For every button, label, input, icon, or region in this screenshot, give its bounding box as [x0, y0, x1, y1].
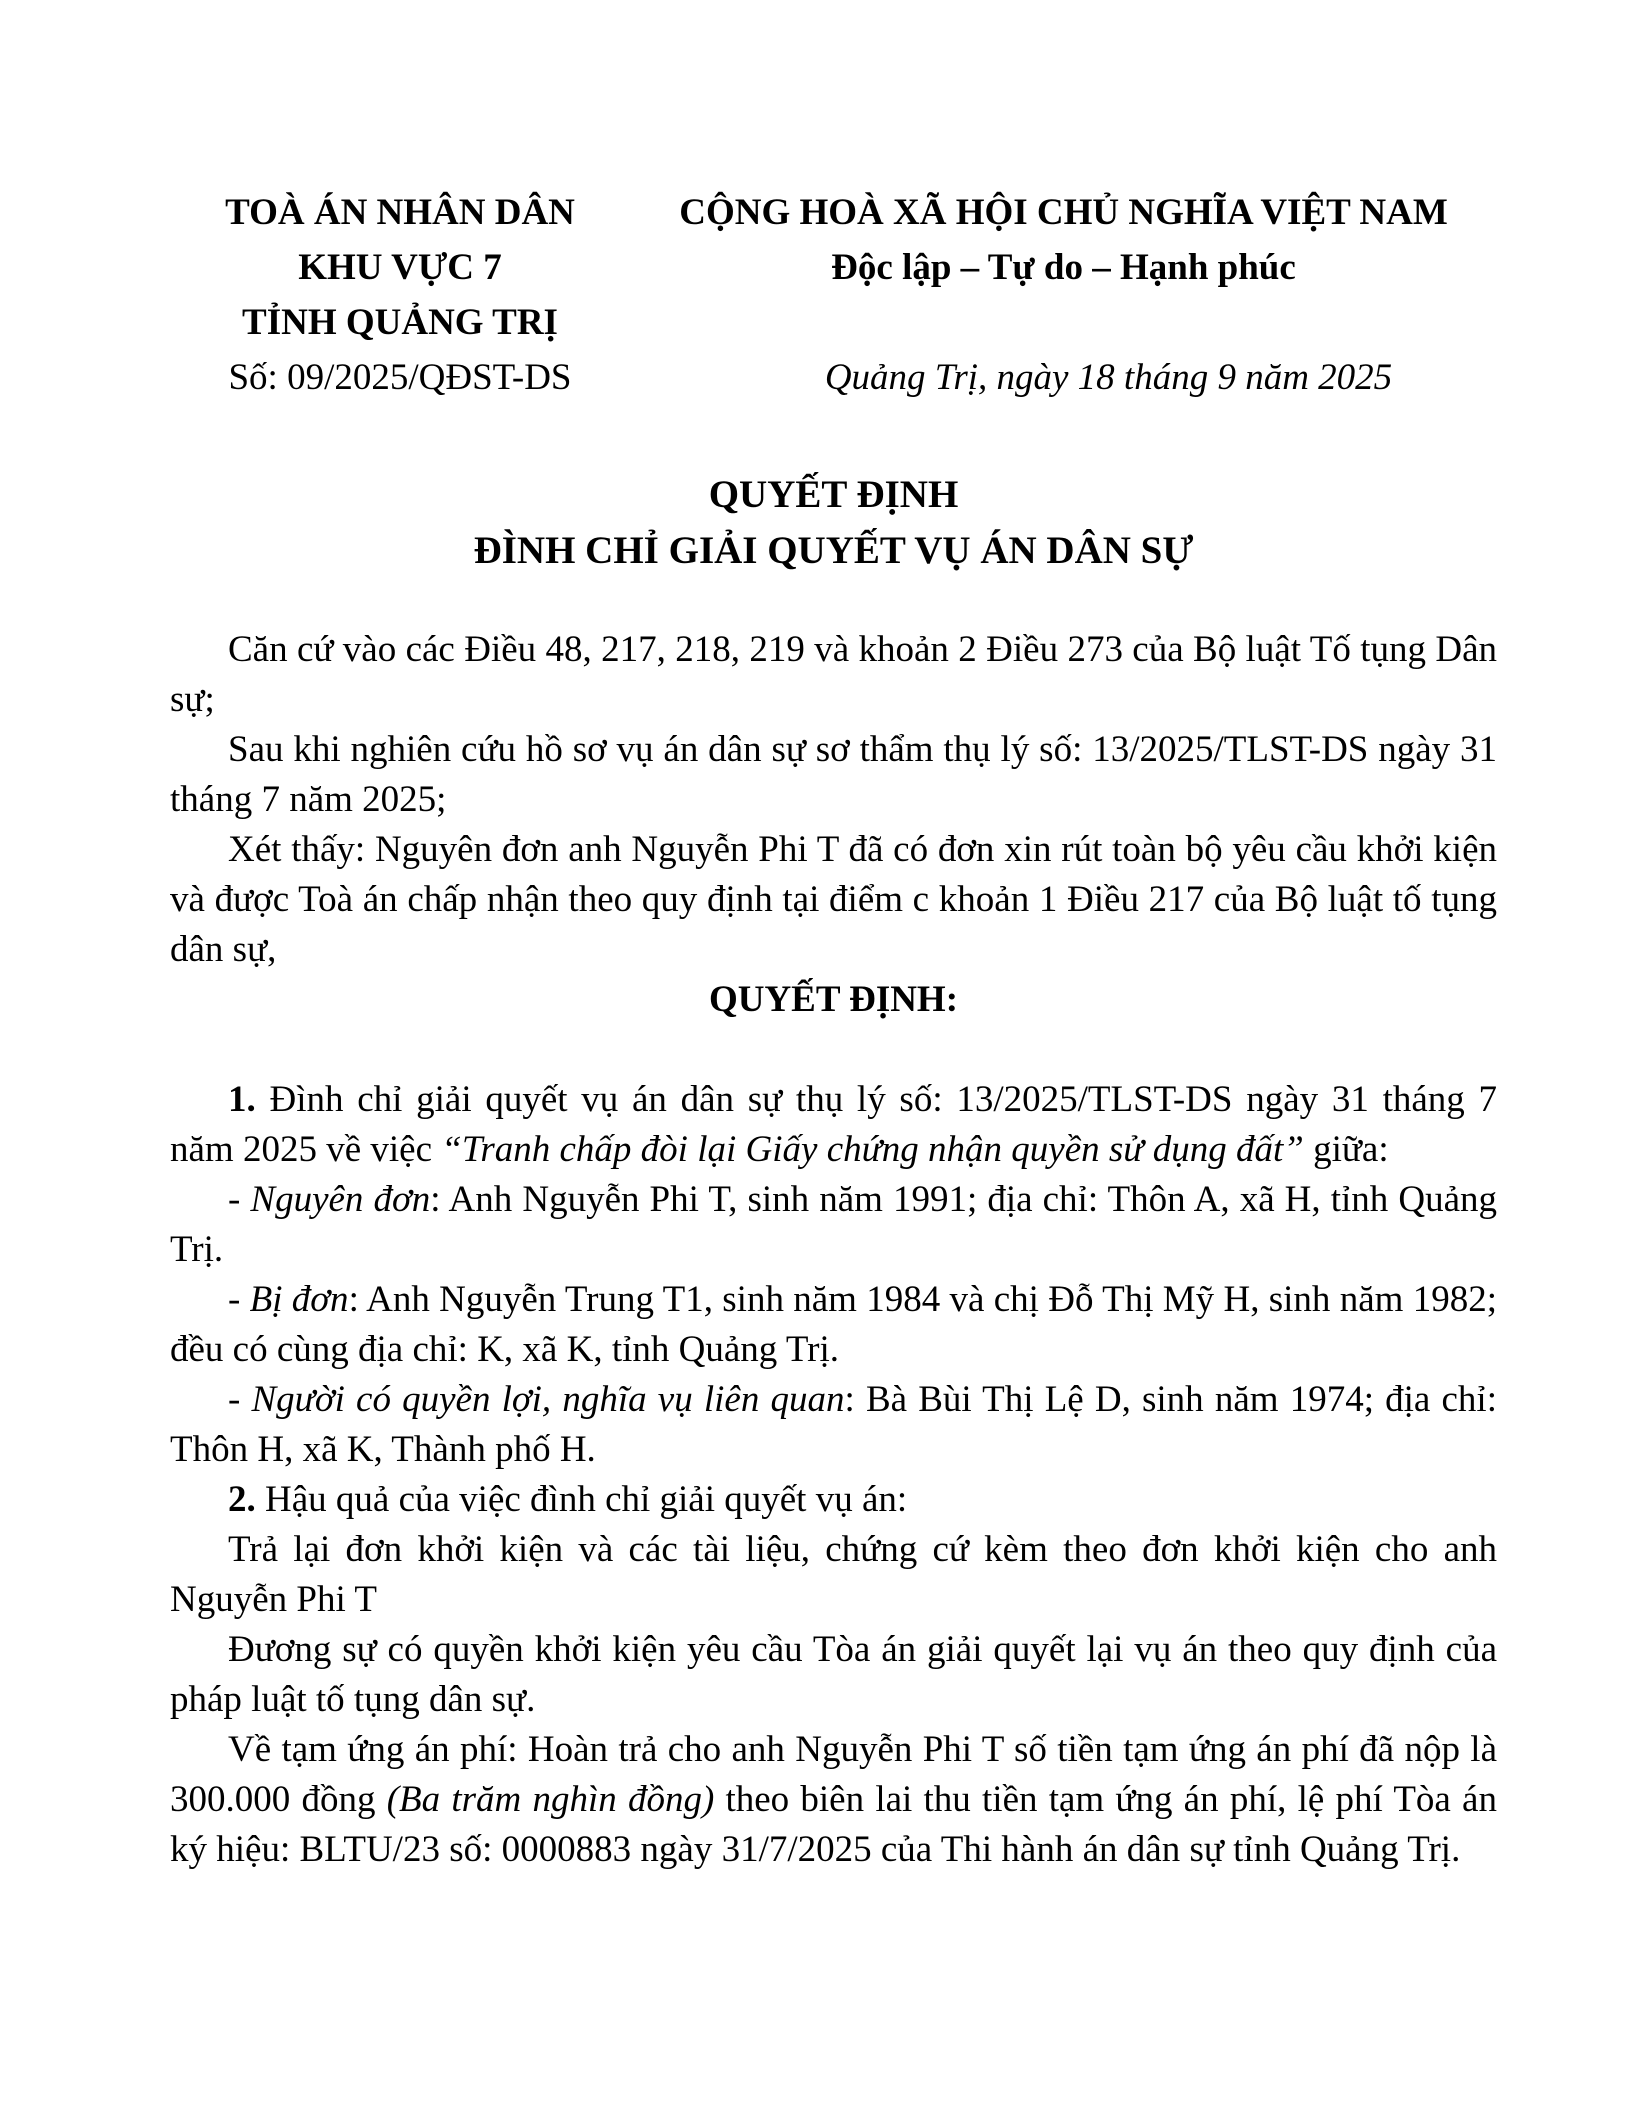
paragraph-plaintiff: [170, 1175, 1497, 1275]
text-segment: : Anh Nguyễn Phi T, sinh năm 1991; địa chỉ: Thôn A, xã H, tỉnh Quảng Trị.: [170, 1179, 1497, 1270]
paragraph-item-1: [170, 1075, 1497, 1175]
text-segment: Đương sự có quyền khởi kiện yêu cầu Tòa án giải quyết lại vụ án theo quy định của pháp luật tố tụng dân sự.: [170, 1629, 1497, 1720]
decision-heading: [170, 975, 1497, 1025]
text-segment: theo biên lai thu tiền tạm ứng án phí, lệ phí Tòa án ký hiệu: BLTU/23 số: 0000883 ngày 31/7/2025 của Thi hành án dân sự tỉnh Quảng Trị.: [170, 1779, 1497, 1870]
text-segment: -: [228, 1279, 250, 1320]
text-segment: -: [228, 1179, 251, 1220]
text-segment: 2.: [228, 1479, 256, 1520]
document-number: Số: 09/2025/QĐST-DS: [228, 357, 572, 398]
text-segment: giữa:: [1303, 1129, 1389, 1170]
paragraph-defendant: [170, 1275, 1497, 1375]
document-title: [170, 467, 1497, 579]
text-segment: Trả lại đơn khởi kiện và các tài liệu, chứng cứ kèm theo đơn khởi kiện cho anh Nguyễn Phi T: [170, 1529, 1497, 1620]
republic-title-line: CỘNG HOÀ XÃ HỘI CHỦ NGHĨA VIỆT NAM: [679, 192, 1448, 233]
paragraph-case-review: [170, 725, 1497, 825]
document-header: [170, 185, 1497, 405]
text-segment: Hậu quả của việc đình chỉ giải quyết vụ án:: [255, 1479, 908, 1520]
text-segment: “Tranh chấp đòi lại Giấy chứng nhận quyền sử dụng đất”: [441, 1129, 1304, 1170]
text-segment: Sau khi nghiên cứu hồ sơ vụ án dân sự sơ thẩm thụ lý số: 13/2025/TLST-DS ngày 31 tháng 7 năm 2025;: [170, 729, 1497, 820]
text-segment: : Bà Bùi Thị Lệ D, sinh năm 1974; địa chỉ: Thôn H, xã K, Thành phố H.: [170, 1379, 1497, 1470]
text-segment: Xét thấy: Nguyên đơn anh Nguyễn Phi T đã có đơn xin rút toàn bộ yêu cầu khởi kiện và được Toà án chấp nhận theo quy định tại điểm c khoản 1 Điều 217 của Bộ luật tố tụng dân sự,: [170, 829, 1497, 970]
paragraph-legal-basis: [170, 625, 1497, 725]
authority-name-line-2: KHU VỰC 7: [298, 247, 502, 288]
text-segment: Căn cứ vào các Điều 48, 217, 218, 219 và khoản 2 Điều 273 của Bộ luật Tố tụng Dân sự;: [170, 629, 1497, 720]
national-header-block: [630, 185, 1497, 405]
text-segment: Bị đơn: [249, 1279, 349, 1320]
text-segment: -: [228, 1379, 252, 1420]
text-segment: QUYẾT ĐỊNH:: [708, 979, 959, 1020]
place-date-line: Quảng Trị, ngày 18 tháng 9 năm 2025: [824, 357, 1393, 398]
document-body: [170, 625, 1497, 1875]
paragraph-related-party: [170, 1375, 1497, 1475]
title-line-1: QUYẾT ĐỊNH: [708, 473, 959, 516]
text-segment: Về tạm ứng án phí: Hoàn trả cho anh Nguyễn Phi T số tiền tạm ứng án phí đã nộp là 300.000 đồng: [170, 1729, 1497, 1820]
text-segment: (Ba trăm nghìn đồng): [386, 1779, 715, 1820]
authority-name-line-1: TOÀ ÁN NHÂN DÂN: [225, 192, 575, 233]
national-motto-line: Độc lập – Tự do – Hạnh phúc: [831, 247, 1296, 288]
text-segment: Người có quyền lợi, nghĩa vụ liên quan: [251, 1379, 845, 1420]
authority-name-line-3: TỈNH QUẢNG TRỊ: [242, 302, 558, 343]
paragraph-right-to-refile: [170, 1625, 1497, 1725]
paragraph-return-petition: [170, 1525, 1497, 1625]
title-line-2: ĐÌNH CHỈ GIẢI QUYẾT VỤ ÁN DÂN SỰ: [473, 529, 1194, 572]
text-segment: : Anh Nguyễn Trung T1, sinh năm 1984 và chị Đỗ Thị Mỹ H, sinh năm 1982; đều có cùng địa chỉ: K, xã K, tỉnh Quảng Trị.: [170, 1279, 1497, 1370]
text-segment: Nguyên đơn: [250, 1179, 431, 1220]
paragraph-fee-refund: [170, 1725, 1497, 1875]
paragraph-item-2: [170, 1475, 1497, 1525]
issuing-authority-block: [170, 185, 630, 405]
paragraph-findings: [170, 825, 1497, 975]
text-segment: 1.: [228, 1079, 256, 1120]
text-segment: Đình chỉ giải quyết vụ án dân sự thụ lý số: 13/2025/TLST-DS ngày 31 tháng 7 năm 2025 về việc: [170, 1079, 1497, 1170]
